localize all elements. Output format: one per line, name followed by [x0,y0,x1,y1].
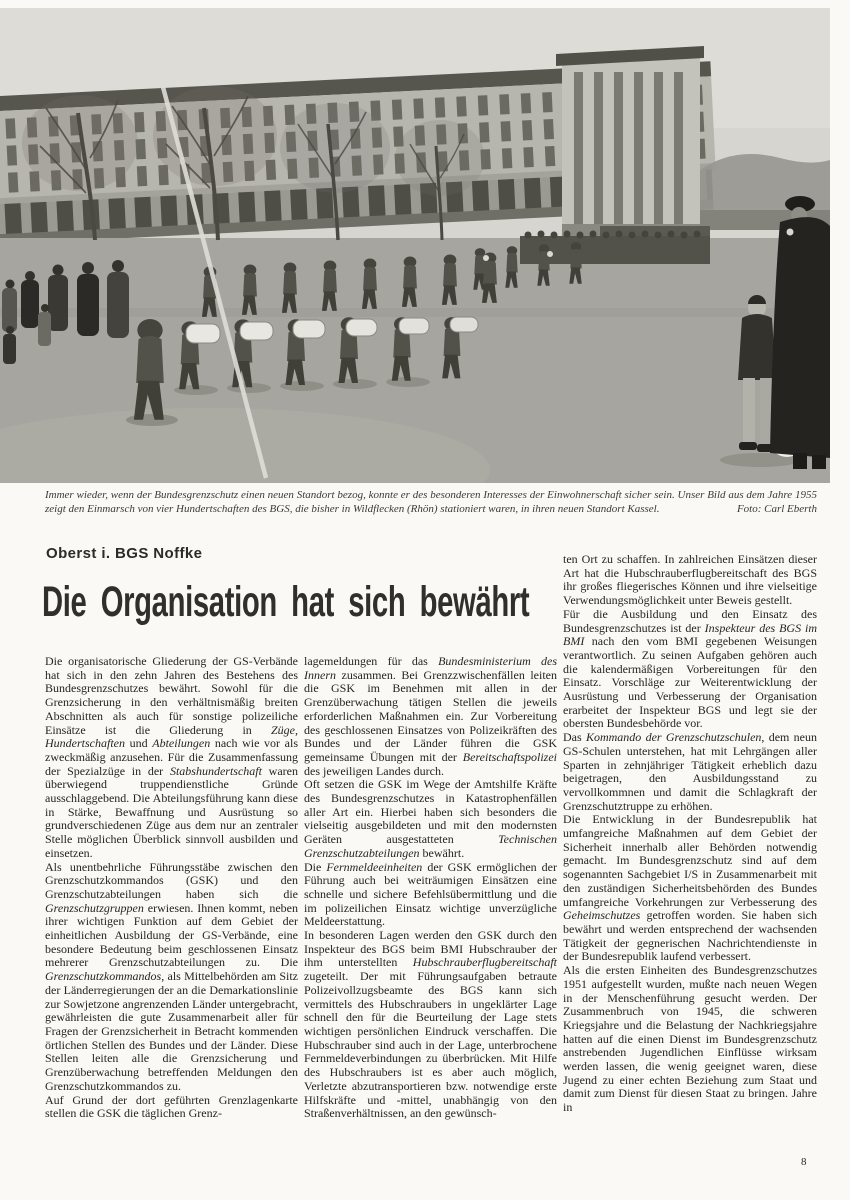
paragraph: Auf Grund der dort geführten Grenzlagenkarte stellen die GSK die täglichen Grenz- [45,1092,298,1121]
paragraph: In besonderen Lagen werden den GSK durch den Inspekteur des BGS beim BMI Hubschrauber der ihm unterstellten Hubschrauberflugbereitschaft zugeteilt. Der mit Führungsaufgaben betraute Polizeivollzugsbeamte des BGS kann sich vermittels des Hubschraubers in ungeklärter Lage schnell den für die Beurteilung der Lage stets wichtigen persönlichen Eindruck verschaffen. Die Hubschrauber sind auch in der Lage, unterbrochene Fernmeldeverbindungen zu überbrücken. Mit Hilfe des Hubschraubers ist es aber auch möglich, Verletzte abzutransportieren bzw. notwendige erste Hilfskräfte und -mittel, unabhängig von den Straßenverhältnissen, an den gewünsch- [304,928,557,1121]
photo-caption [45,489,817,516]
paragraph: Die organisatorische Gliederung der GS-Verbände hat sich in den zehn Jahren des Bestehens des Bundesgrenzschutzes bewährt. Sowohl für die Grenzsicherung in den verhältnismäßig breiten Abschnitten als auch für sonstige polizeiliche Einsätze ist die Gliederung in Züge, Hundertschaften und Abteilungen nach wie vor als zweckmäßig anzusehen. Für die Zusammenfassung der Spezialzüge in der Stabshundertschaft waren überwiegend truppendienstliche Gründe ausschlaggebend. Die Abteilungsführung kann diese in Stärke, Bewaffnung und Ausrüstung so grundverschiedenen Züge aus dem nur an zentraler Stelle möglichen Überblick sinnvoll ausbilden und einsetzen. [45,654,298,860]
photo-caption-text: Immer wieder, wenn der Bundesgrenzschutz einen neuen Standort bezog, konnte er des besonderen Interesses der Einwohnerschaft sicher sein. Unser Bild aus dem Jahre 1955 zeigt den Einmarsch von vier Hundertschaften des BGS, die bisher in Wildflecken (Rhön) stationiert waren, in ihren neuen Standort Kassel. [45,489,817,515]
paragraph: Für die Ausbildung und den Einsatz des Bundesgrenzschutzes ist der Inspekteur des BGS im BMI nach den vom BMI gegebenen Weisungen verantwortlich. Zu seinen Aufgaben gehören auch die kalendermäßigen Vorbereitungen für den Einsatz. Vorschläge zur Weiterentwicklung der Ausrüstung und Verbesserung der Organisation erarbeitet der Inspekteur BGS und legt sie der obersten Bundesbehörde vor. [563,606,817,731]
paragraph: Die Fernmeldeeinheiten der GSK ermöglichen der Führung auch bei weiträumigen Einsätzen eine schnelle und sichere Befehlsübermittlung und die im polizeilichen Einsatz wichtige unverzügliche Meldeerstattung. [304,859,557,929]
paragraph: lagemeldungen für das Bundesministerium des Innern zusammen. Bei Grenzzwischenfällen leiten die GSK im Benehmen mit allen in der Grenzüberwachung tätigen Stellen die jeweils erforderlichen Maßnahmen ein. Zur Vorbereitung des geschlossenen Einsatzes von Polizeikräften des Bundes und der Länder führen die GSK gemeinsame Übungen mit der Bereitschaftspolizei des jeweiligen Landes durch. [304,654,558,778]
text-column-3 [563,553,817,1115]
page-number: 8 [801,1156,807,1168]
parade-photo-illustration [0,8,830,483]
text-column-2 [304,655,557,1121]
photo-credit: Foto: Carl Eberth [736,502,817,515]
paragraph: Die Entwicklung in der Bundesrepublik hat umfangreiche Maßnahmen auf dem Gebiet der Sicherheit innerhalb aller Behörden notwendig gemacht. Im Bundesgrenzschutz sind auf dem sogenannten Sachgebiet I/S in Zusammenarbeit mit den zuständigen Sicherheitsbehörden des Bundes umfangreiche Vorkehrungen zur Verbesserung des Geheimschutzes getroffen worden. Sie haben sich bewährt und werden entsprechend der wachsenden Tätigkeit der gegnerischen Nachrichtendienste in der Bundesrepublik laufend verbessert. [563,812,817,964]
paragraph: Das Kommando der Grenzschutzschulen, dem neun GS-Schulen unterstehen, hat mit Lehrgängen aller Sparten in zehnjähriger Tätigkeit erheblich dazu beigetragen, den Ausbildungsstand zu vervollkommnen und damit die Schlagkraft der Grenzschutztruppe zu erhöhen. [563,730,817,813]
paragraph: Oft setzen die GSK im Wege der Amtshilfe Kräfte des Bundesgrenzschutzes in Katastrophenfällen aller Art ein. Hierbei haben sich besonders die vielseitig ausgebildeten und mit den modernsten Geräten ausgestatteten Technischen Grenzschutzabteilungen bewährt. [304,777,557,860]
text-column-1 [45,655,298,1121]
author-line: Oberst i. BGS Noffke [46,545,203,562]
paragraph: ten Ort zu schaffen. In zahlreichen Einsätzen dieser Art hat die Hubschrauberflugbereitschaft des BGS ihr großes fliegerisches Können und ihre vielseitige Verwendungsmöglichkeit unter Beweis gestellt. [563,552,817,608]
article-headline: Die Organisation hat sich bewährt [42,578,530,626]
paragraph: Als die ersten Einheiten des Bundesgrenzschutzes 1951 aufgestellt wurden, mußte nach neuen Wegen in der Menschenführung gesucht werden. Der Zusammenbruch von 1945, die schweren Kriegsjahre und die Belastung der Nachkriegsjahre hatten auf die einen Dienst im Bundesgrenzschutz anstrebenden Jugendlichen Einflüsse wirksam werden lassen, die wenig geeignet waren, diese Jugend zu einer echten Beziehung zum Staat und damit zum Dienst für diesen Staat zu bringen. Jahre in [563,963,817,1115]
parade-photo [0,8,830,483]
building-right-wing [556,46,704,240]
paragraph: Als unentbehrliche Führungsstäbe zwischen den Grenzschutzkommandos (GSK) und den Grenzschutzabteilungen haben sich die Grenzschutzgruppen erwiesen. Ihnen kommt, neben ihrer wichtigen Funktion auf dem Gebiet der einheitlichen Ausbildung der GS-Verbände, eine besondere Bedeutung beim geschlossenen Einsatz mehrerer Grenzschutzabteilungen zu. Die Grenzschutzkommandos, als Mittelbehörden am Sitz der Länderregierungen der an die Demarkationslinie zur Sowjetzone angrenzenden Länder untergebracht, gewährleisten die gute Zusammenarbeit aller für Fragen der Grenzsicherheit in Betracht kommenden örtlichen Stellen des Bundes und der Länder. Diese Stellen leiten alle die Grenzsicherung und Grenzüberwachung betreffenden Meldungen den Grenzschutzkommandos zu. [45,859,298,1093]
